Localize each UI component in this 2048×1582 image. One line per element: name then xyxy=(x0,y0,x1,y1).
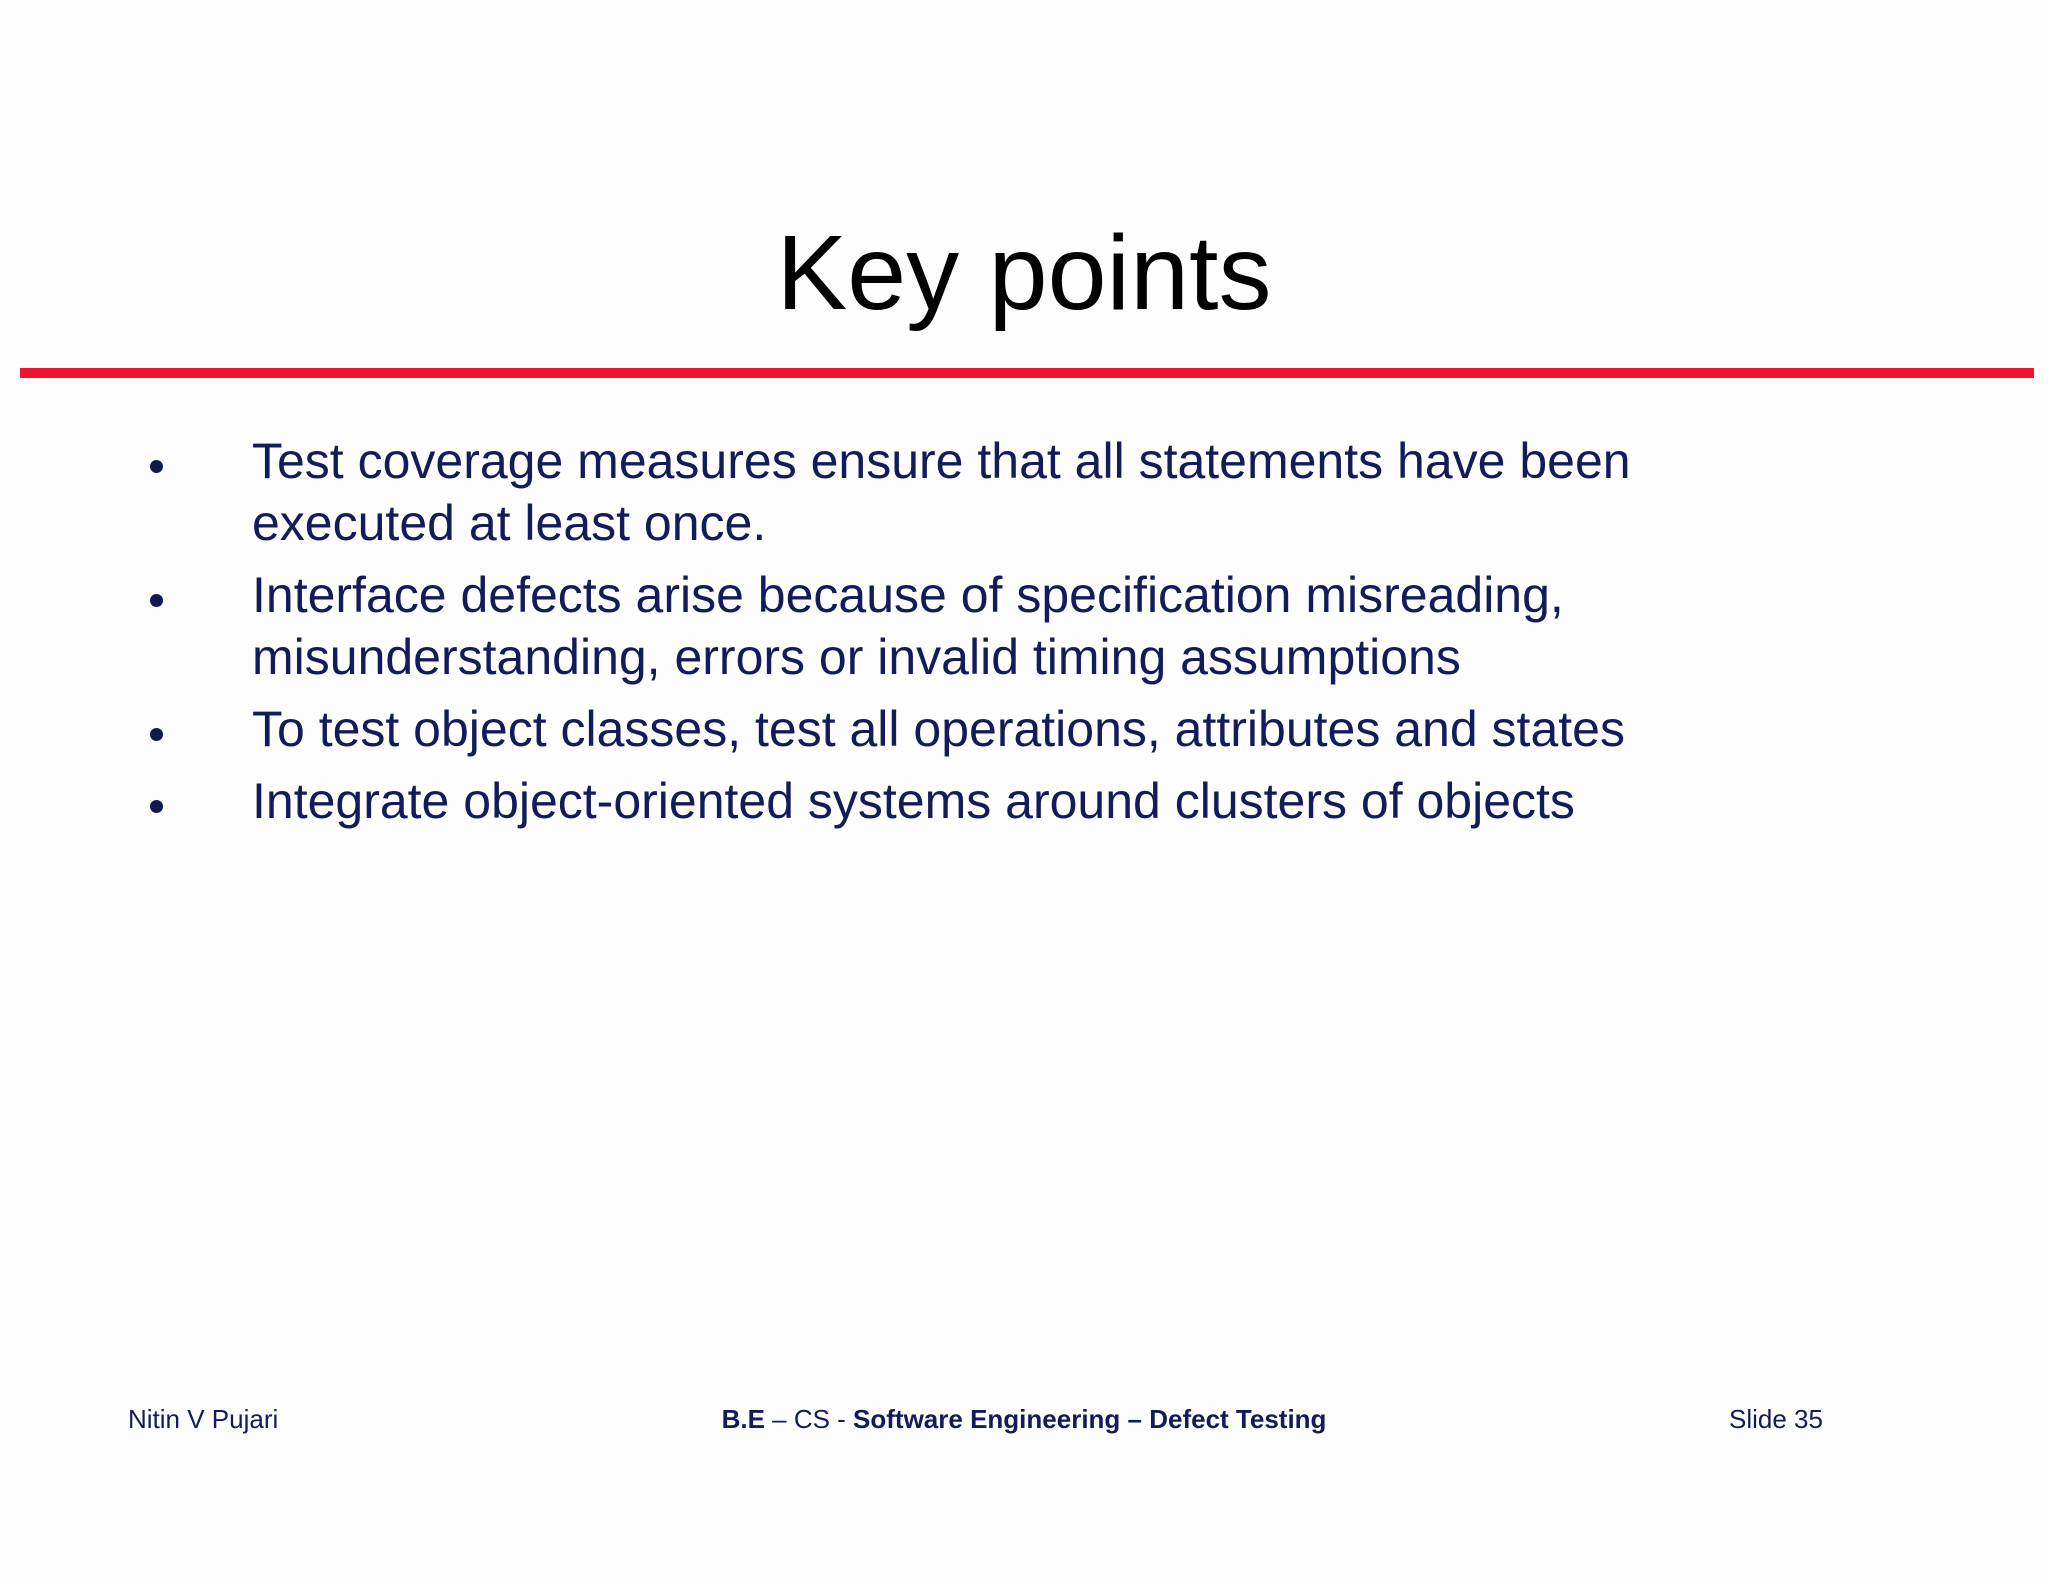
bullet-icon xyxy=(150,460,163,473)
title-divider xyxy=(20,368,2034,378)
bullet-icon xyxy=(150,800,163,813)
bullet-icon xyxy=(150,728,163,741)
footer-author: Nitin V Pujari xyxy=(128,1404,279,1434)
bullet-item xyxy=(0,430,2048,554)
footer-course-part1: B.E xyxy=(721,1404,765,1434)
bullet-item xyxy=(0,564,2048,688)
bullet-list xyxy=(0,430,2048,842)
bullet-item xyxy=(0,770,2048,832)
bullet-text: Integrate object-oriented systems around clusters of objects xyxy=(252,773,1575,829)
footer-course-separator: – CS - xyxy=(764,1404,854,1434)
bullet-text: To test object classes, test all operations, attributes and states xyxy=(252,701,1625,757)
footer-course-part2: Software Engineering – Defect Testing xyxy=(853,1404,1327,1434)
bullet-icon xyxy=(150,594,163,607)
footer-slide-number: Slide 35 xyxy=(1729,1404,1823,1434)
bullet-text: Interface defects arise because of specification misreading, misunderstanding, errors or invalid timing assumptions xyxy=(252,567,1564,685)
slide-title: Key points xyxy=(776,214,1272,332)
bullet-text: Test coverage measures ensure that all statements have been executed at least once. xyxy=(252,433,1631,551)
bullet-item xyxy=(0,698,2048,760)
